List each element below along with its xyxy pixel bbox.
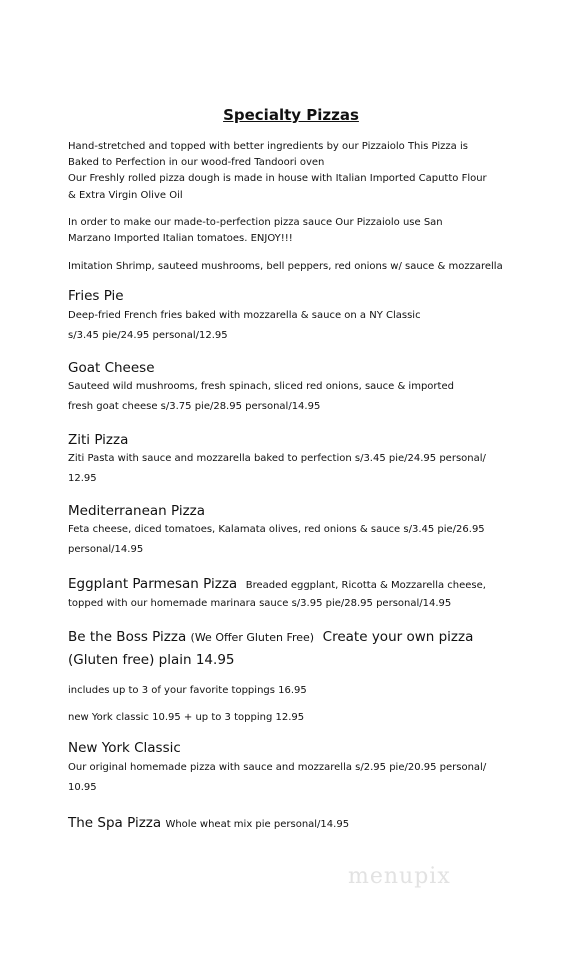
item-desc: Feta cheese, diced tomatoes, Kalamata olives, red onions & sauce s/3.45 pie/26.95 bbox=[68, 524, 485, 535]
item-price: personal/14.95 bbox=[68, 544, 144, 555]
intro-line: Hand-stretched and topped with better ingredients by our Pizzaiolo This Pizza is bbox=[68, 141, 468, 152]
item-desc: Ziti Pasta with sauce and mozzarella baked to perfection s/3.45 pie/24.95 personal/ bbox=[68, 453, 486, 464]
intro-line: Marzano Imported Italian tomatoes. ENJOY!!! bbox=[68, 233, 293, 244]
intro-line: Imitation Shrimp, sauteed mushrooms, bell peppers, red onions w/ sauce & mozzarella bbox=[68, 261, 503, 272]
item-price: fresh goat cheese s/3.75 pie/28.95 personal/14.95 bbox=[68, 401, 321, 412]
item-name-fries-pie: Fries Pie bbox=[68, 288, 124, 304]
item-be-the-boss bbox=[68, 629, 473, 646]
item-the-spa-pizza bbox=[68, 815, 349, 833]
item-name-be-the-boss-pizza: Be the Boss Pizza bbox=[68, 629, 187, 645]
item-name-mediterranean-pizza: Mediterranean Pizza bbox=[68, 503, 206, 519]
item-price: (Gluten free) plain 14.95 bbox=[68, 652, 235, 668]
item-option: new York classic 10.95 + up to 3 topping 12.95 bbox=[68, 712, 305, 723]
page-title: Specialty Pizzas bbox=[223, 106, 359, 124]
item-tagline: Create your own pizza bbox=[322, 629, 474, 645]
item-price: 12.95 bbox=[68, 473, 97, 484]
item-desc: Our original homemade pizza with sauce and mozzarella s/2.95 pie/20.95 personal/ bbox=[68, 762, 487, 773]
item-price: 10.95 bbox=[68, 782, 97, 793]
intro-line: Baked to Perfection in our wood-fred Tandoori oven bbox=[68, 157, 325, 168]
item-price: s/3.45 pie/24.95 personal/12.95 bbox=[68, 330, 228, 341]
item-desc: Whole wheat mix pie personal/14.95 bbox=[165, 819, 350, 830]
item-desc: Sauteed wild mushrooms, fresh spinach, sliced red onions, sauce & imported bbox=[68, 381, 454, 392]
item-desc: Breaded eggplant, Ricotta & Mozzarella cheese, bbox=[245, 580, 486, 591]
item-name-ziti-pizza: Ziti Pizza bbox=[68, 432, 129, 448]
item-eggplant-parmesan bbox=[68, 576, 486, 594]
item-option: includes up to 3 of your favorite toppings 16.95 bbox=[68, 685, 307, 696]
item-desc: Deep-fried French fries baked with mozzarella & sauce on a NY Classic bbox=[68, 310, 421, 321]
gluten-free-note: (We Offer Gluten Free) bbox=[190, 631, 315, 644]
item-name-goat-cheese: Goat Cheese bbox=[68, 360, 155, 376]
intro-line: & Extra Virgin Olive Oil bbox=[68, 190, 183, 201]
item-price: topped with our homemade marinara sauce s/3.95 pie/28.95 personal/14.95 bbox=[68, 598, 452, 609]
item-name-new-york-classic: New York Classic bbox=[68, 740, 181, 756]
menupix-watermark: menupix bbox=[348, 864, 451, 889]
item-name-the-spa-pizza: The Spa Pizza bbox=[68, 815, 162, 831]
item-name-eggplant-parmesan-pizza: Eggplant Parmesan Pizza bbox=[68, 576, 238, 592]
intro-line: In order to make our made-to-perfection pizza sauce Our Pizzaiolo use San bbox=[68, 217, 443, 228]
intro-line: Our Freshly rolled pizza dough is made in house with Italian Imported Caputto Flour bbox=[68, 173, 487, 184]
